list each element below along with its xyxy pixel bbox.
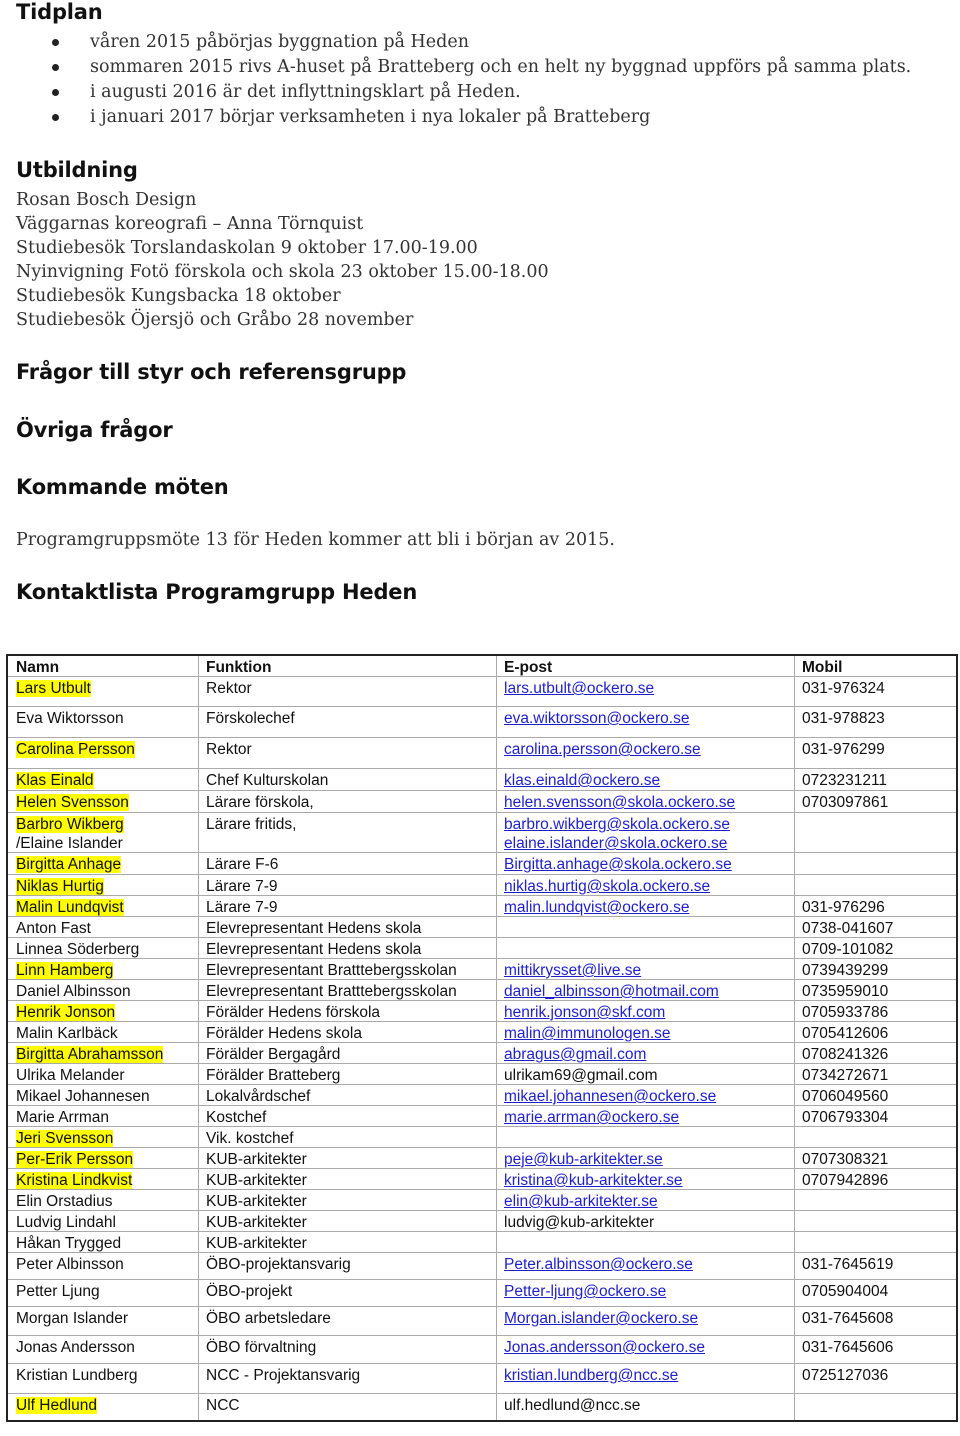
contact-name-cell [16, 1129, 113, 1149]
contact-email-cell [504, 1045, 646, 1065]
list-item: sommaren 2015 rivs A-huset på Bratteberg och en helt ny byggnad uppförs på samma plats. [52, 55, 911, 80]
contact-function: KUB-arkitekter [206, 1235, 307, 1252]
contact-email-cell [504, 1282, 666, 1302]
contact-name-cell [16, 855, 121, 875]
bullet-icon [52, 64, 59, 71]
table-row [8, 1280, 956, 1307]
contact-name: Birgitta Anhage [16, 856, 122, 873]
contact-name: Daniel Albinsson [16, 983, 131, 1000]
contact-name: Helen Svensson [16, 794, 129, 811]
table-row [8, 1394, 956, 1420]
contact-email-cell [504, 982, 719, 1002]
contact-phone: 031-7645606 [802, 1339, 894, 1356]
table-row [8, 1232, 956, 1253]
contact-function: KUB-arkitekter [206, 1214, 307, 1231]
contact-name: Kristina Lindkvist [16, 1172, 133, 1189]
column-header-namn: Namn [16, 659, 60, 676]
contact-phone: 031-7645619 [802, 1256, 894, 1273]
table-row [8, 738, 956, 769]
contact-email-link[interactable]: marie.arrman@ockero.se [504, 1109, 680, 1126]
contact-name: Barbro Wikberg [16, 816, 124, 833]
contact-function: Lokalvårdschef [206, 1088, 311, 1105]
contact-email-link[interactable]: mikael.johannesen@ockero.se [504, 1088, 717, 1105]
table-row [8, 1085, 956, 1106]
contact-email-link[interactable]: helen.svensson@skola.ockero.se [504, 794, 736, 811]
utbildning-lines [16, 188, 549, 332]
table-row [8, 853, 956, 875]
contact-email-cell [504, 1309, 698, 1329]
table-row [8, 1022, 956, 1043]
contact-name-cell [16, 740, 135, 760]
contact-email-cell [504, 855, 732, 875]
table-row [8, 1307, 956, 1336]
table-row [8, 1190, 956, 1211]
contact-phone: 0738-041607 [802, 920, 894, 937]
contact-phone: 0735959010 [802, 983, 889, 1000]
ovriga-heading: Övriga frågor [16, 418, 173, 442]
contact-email-cell [504, 1024, 671, 1044]
contact-name-cell [16, 709, 124, 729]
table-row [8, 791, 956, 813]
contact-email-cell [504, 1108, 679, 1128]
contact-name: Klas Einald [16, 772, 94, 789]
contact-name-cell [16, 1066, 125, 1086]
contact-name-cell [16, 1003, 115, 1023]
tidplan-heading: Tidplan [16, 0, 103, 24]
list-item: i januari 2017 börjar verksamheten i nya lokaler på Bratteberg [52, 105, 911, 130]
utbildning-line: Väggarnas koreografi – Anna Törnquist [16, 214, 364, 234]
contact-function: Lärare 7-9 [206, 899, 278, 916]
utbildning-line: Rosan Bosch Design [16, 190, 197, 210]
contact-function: NCC [206, 1397, 240, 1414]
contact-phone: 031-976299 [802, 741, 885, 758]
contact-name: Håkan Trygged [16, 1235, 122, 1252]
contact-function: Förskolechef [206, 710, 295, 727]
contact-function: Rektor [206, 741, 252, 758]
contact-name-cell [16, 1171, 132, 1191]
contact-name: Elin Orstadius [16, 1193, 113, 1210]
contact-phone: 0705904004 [802, 1283, 889, 1300]
contact-function: KUB-arkitekter [206, 1151, 307, 1168]
contact-email-link[interactable]: abragus@gmail.com [504, 1046, 647, 1063]
table-row [8, 1148, 956, 1169]
contact-email-cell [504, 961, 641, 981]
table-row [8, 896, 956, 917]
contact-email-cell [504, 740, 701, 760]
table-row [8, 1064, 956, 1085]
contact-function: Elevrepresentant Bratttebergsskolan [206, 962, 457, 979]
contact-name-cell [16, 1309, 128, 1329]
table-row [8, 1211, 956, 1232]
table-row [8, 1253, 956, 1280]
contact-name: Eva Wiktorsson [16, 710, 124, 727]
contact-email-cell [504, 1192, 658, 1212]
contact-name: Anton Fast [16, 920, 91, 937]
bullet-icon [52, 39, 59, 46]
contact-name-cell [16, 1213, 116, 1233]
contact-function: Förälder Bergagård [206, 1046, 341, 1063]
contact-email-cell [504, 898, 689, 918]
contact-phone: 0706049560 [802, 1088, 889, 1105]
contact-name: Ulf Hedlund [16, 1397, 97, 1414]
contact-name-cell [16, 1338, 135, 1358]
contact-name-cell [16, 815, 124, 853]
contact-name-cell [16, 1087, 150, 1107]
contact-name: Morgan Islander [16, 1310, 129, 1327]
contact-name: Carolina Persson [16, 741, 135, 758]
column-header-epost: E-post [504, 659, 553, 676]
contact-name: Peter Albinsson [16, 1256, 124, 1273]
table-row [8, 980, 956, 1001]
contact-email-link[interactable]: Peter.albinsson@ockero.se [504, 1256, 693, 1273]
contact-name: Mikael Johannesen [16, 1088, 150, 1105]
contact-function: Lärare förskola, [206, 794, 314, 811]
contact-email-cell [504, 1171, 683, 1191]
table-row [8, 917, 956, 938]
contact-phone: 0703097861 [802, 794, 889, 811]
contact-name-cell [16, 1234, 121, 1254]
contact-name: Lars Utbult [16, 680, 91, 697]
contact-name: Birgitta Abrahamsson [16, 1046, 164, 1063]
contact-phone: 0723231211 [802, 772, 888, 789]
contact-email-link[interactable]: daniel_albinsson@hotmail.com [504, 983, 719, 1000]
contact-name: Per-Erik Persson [16, 1151, 134, 1168]
contact-name-cell [16, 1045, 163, 1065]
contact-name: Petter Ljung [16, 1283, 100, 1300]
contact-email-link[interactable]: Morgan.islander@ockero.se [504, 1310, 699, 1327]
contact-function: Elevrepresentant Hedens skola [206, 941, 422, 958]
contact-name-cell [16, 940, 139, 960]
table-row [8, 769, 956, 791]
contact-email-link[interactable]: kristina@kub-arkitekter.se [504, 1172, 683, 1189]
contact-email-link[interactable]: eva.wiktorsson@ockero.se [504, 710, 690, 727]
contact-name-cell [16, 1282, 100, 1302]
contact-name: Malin Lundqvist [16, 899, 124, 916]
contact-email-cell [504, 771, 660, 791]
contact-email-cell [504, 1087, 716, 1107]
contact-phone: 0705933786 [802, 1004, 889, 1021]
contact-email-link[interactable]: barbro.wikberg@skola.ockero.se [504, 816, 730, 833]
contact-name-cell [16, 771, 94, 791]
contact-name-cell [16, 961, 113, 981]
contact-phone: 0725127036 [802, 1367, 889, 1384]
contact-email-link[interactable]: Jonas.andersson@ockero.se [504, 1339, 705, 1356]
contact-function: ÖBO-projektansvarig [206, 1256, 351, 1273]
contact-email-cell [504, 679, 654, 699]
table-row [8, 1364, 956, 1394]
contact-name-secondary: /Elaine Islander [16, 835, 123, 852]
table-row [8, 1001, 956, 1022]
contact-phone: 031-976296 [802, 899, 885, 916]
utbildning-line: Studiebesök Kungsbacka 18 oktober [16, 286, 341, 306]
contact-email-cell [504, 1066, 658, 1086]
table-row [8, 1106, 956, 1127]
contact-name-cell [16, 1108, 109, 1128]
contact-email-link[interactable]: elaine.islander@skola.ockero.se [504, 835, 728, 852]
contact-name: Kristian Lundberg [16, 1367, 138, 1384]
contact-email-cell [504, 1150, 663, 1170]
contact-phone: 0708241326 [802, 1046, 889, 1063]
contact-name: Linnea Söderberg [16, 941, 140, 958]
bullet-icon [52, 114, 59, 121]
contact-email-cell [504, 1213, 654, 1233]
contact-table [6, 654, 958, 1422]
contact-email-cell [504, 1003, 665, 1023]
contact-email-cell [504, 1366, 678, 1386]
contact-name: Henrik Jonson [16, 1004, 116, 1021]
contact-email-link[interactable]: carolina.persson@ockero.se [504, 741, 701, 758]
contact-email-link[interactable]: Birgitta.anhage@skola.ockero.se [504, 856, 732, 873]
contact-email-link: ulrikam69@gmail.com [504, 1067, 658, 1084]
contact-function: ÖBO förvaltning [206, 1339, 317, 1356]
contact-email-cell [504, 1396, 640, 1416]
contact-name-cell [16, 898, 124, 918]
contact-name-cell [16, 1396, 97, 1416]
contact-function: Lärare 7-9 [206, 878, 278, 895]
column-header-mobil: Mobil [802, 659, 843, 676]
contact-name-cell [16, 1150, 133, 1170]
table-row [8, 959, 956, 980]
utbildning-line: Studiebesök Öjersjö och Gråbo 28 november [16, 310, 414, 330]
contact-function: Rektor [206, 680, 252, 697]
contact-function: ÖBO-projekt [206, 1283, 293, 1300]
contact-email-link[interactable]: Petter-ljung@ockero.se [504, 1283, 667, 1300]
contact-name: Jeri Svensson [16, 1130, 114, 1147]
contact-phone: 031-976324 [802, 680, 885, 697]
contact-name: Niklas Hurtig [16, 878, 104, 895]
table-row [8, 1336, 956, 1364]
contact-email-link[interactable]: henrik.jonson@skf.com [504, 1004, 666, 1021]
contact-name-cell [16, 982, 131, 1002]
contact-phone: 0706793304 [802, 1109, 889, 1126]
table-row [8, 1127, 956, 1148]
contact-function: Elevrepresentant Bratttebergsskolan [206, 983, 457, 1000]
utbildning-line: Studiebesök Torslandaskolan 9 oktober 17.00-19.00 [16, 238, 478, 258]
contact-name: Linn Hamberg [16, 962, 114, 979]
contact-function: Vik. kostchef [206, 1130, 294, 1147]
column-header-funktion: Funktion [206, 659, 272, 676]
table-row [8, 1169, 956, 1190]
contact-email-cell [504, 709, 689, 729]
contact-phone: 0707308321 [802, 1151, 889, 1168]
contact-function: Förälder Hedens förskola [206, 1004, 381, 1021]
contact-email-link[interactable]: peje@kub-arkitekter.se [504, 1151, 663, 1168]
contact-email-link[interactable]: lars.utbult@ockero.se [504, 680, 655, 697]
kommande-text: Programgruppsmöte 13 för Heden kommer att bli i början av 2015. [16, 530, 615, 550]
contact-function: KUB-arkitekter [206, 1193, 307, 1210]
bullet-icon [52, 89, 59, 96]
table-row [8, 677, 956, 707]
contact-function: Förälder Bratteberg [206, 1067, 341, 1084]
contact-email-link[interactable]: klas.einald@ockero.se [504, 772, 661, 789]
utbildning-heading: Utbildning [16, 158, 138, 182]
contact-name: Ulrika Melander [16, 1067, 125, 1084]
contact-email-link: ludvig@kub-arkitekter [504, 1214, 655, 1231]
contact-phone: 0705412606 [802, 1025, 889, 1042]
contact-name-cell [16, 679, 91, 699]
contact-function: Kostchef [206, 1109, 267, 1126]
contact-function: NCC - Projektansvarig [206, 1367, 361, 1384]
contact-email-link[interactable]: malin.lundqvist@ockero.se [504, 899, 690, 916]
list-item: i augusti 2016 är det inflyttningsklart på Heden. [52, 80, 911, 105]
tidplan-list [52, 30, 911, 130]
table-row [8, 813, 956, 853]
table-row [8, 875, 956, 896]
table-row [8, 1043, 956, 1064]
contact-function: Elevrepresentant Hedens skola [206, 920, 422, 937]
contact-function: Lärare fritids, [206, 816, 297, 833]
contact-name-cell [16, 919, 91, 939]
contact-phone: 031-7645608 [802, 1310, 894, 1327]
contact-email-link[interactable]: niklas.hurtig@skola.ockero.se [504, 878, 711, 895]
contact-phone: 0739439299 [802, 962, 889, 979]
contact-email-link[interactable]: malin@immunologen.se [504, 1025, 671, 1042]
contact-function: KUB-arkitekter [206, 1172, 307, 1189]
contact-name-cell [16, 1255, 124, 1275]
contact-email-cell [504, 815, 730, 853]
table-header-row [8, 656, 956, 677]
contact-function: Lärare F-6 [206, 856, 279, 873]
fragor-heading: Frågor till styr och referensgrupp [16, 360, 407, 384]
contact-email-cell [504, 793, 735, 813]
table-row [8, 938, 956, 959]
contact-name: Marie Arrman [16, 1109, 110, 1126]
contact-function: ÖBO arbetsledare [206, 1310, 331, 1327]
contact-name: Jonas Andersson [16, 1339, 135, 1356]
contact-email-link[interactable]: mittikrysset@live.se [504, 962, 642, 979]
utbildning-line: Nyinvigning Fotö förskola och skola 23 oktober 15.00-18.00 [16, 262, 549, 282]
contact-name-cell [16, 1192, 112, 1212]
contact-name: Malin Karlbäck [16, 1025, 118, 1042]
kommande-heading: Kommande möten [16, 475, 229, 499]
contact-phone: 031-978823 [802, 710, 885, 727]
contact-name-cell [16, 1366, 138, 1386]
contact-email-cell [504, 877, 710, 897]
table-row [8, 707, 956, 738]
contact-name-cell [16, 877, 104, 897]
contact-function: Förälder Hedens skola [206, 1025, 362, 1042]
contact-phone: 0734272671 [802, 1067, 889, 1084]
contact-name: Ludvig Lindahl [16, 1214, 116, 1231]
kontakt-heading: Kontaktlista Programgrupp Heden [16, 580, 418, 604]
contact-email-link: ulf.hedlund@ncc.se [504, 1397, 641, 1414]
contact-phone: 0709-101082 [802, 941, 894, 958]
contact-phone: 0707942896 [802, 1172, 889, 1189]
contact-email-link[interactable]: kristian.lundberg@ncc.se [504, 1367, 679, 1384]
contact-name-cell [16, 793, 129, 813]
contact-email-link[interactable]: elin@kub-arkitekter.se [504, 1193, 658, 1210]
contact-name-cell [16, 1024, 118, 1044]
contact-email-cell [504, 1255, 693, 1275]
list-item: våren 2015 påbörjas byggnation på Heden [52, 30, 911, 55]
contact-email-cell [504, 1338, 705, 1358]
contact-function: Chef Kulturskolan [206, 772, 329, 789]
